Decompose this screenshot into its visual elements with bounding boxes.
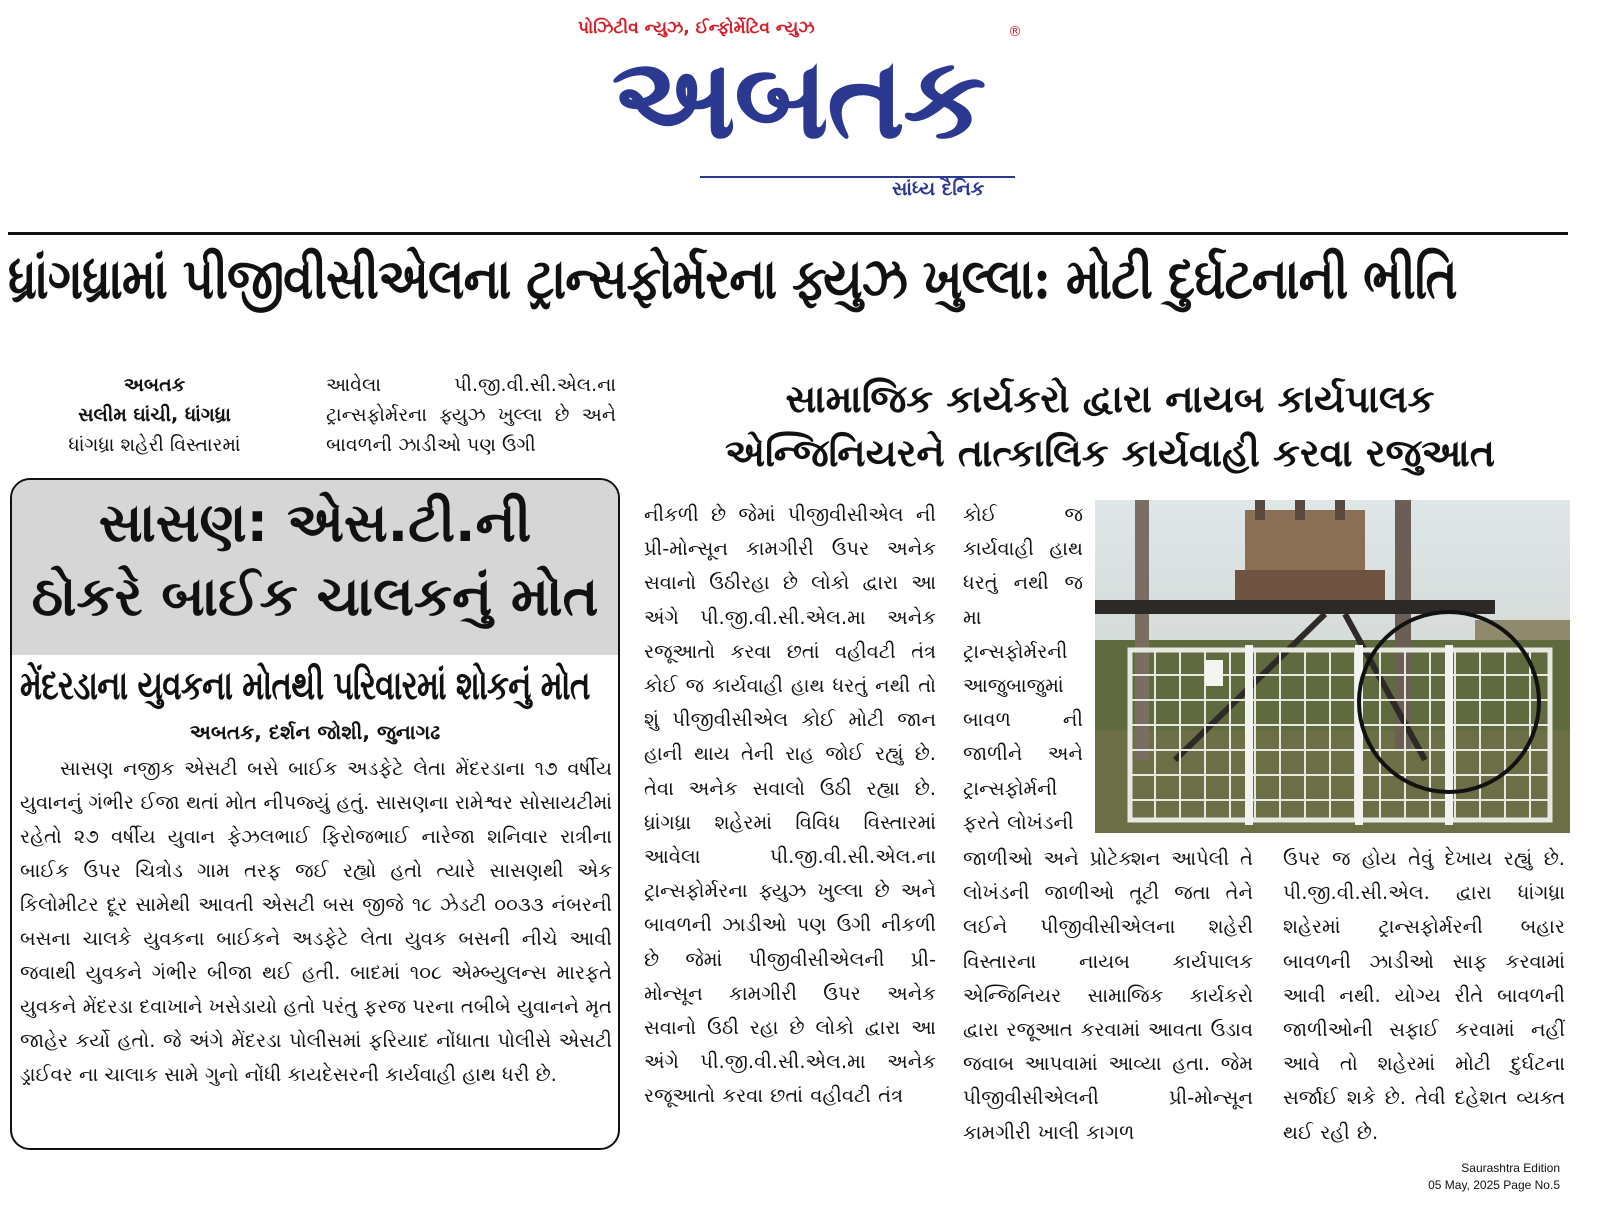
sub-headline-line-2: એન્જિનિયરને તાત્કાલિક કાર્યવાહી કરવા રજુઆત (725, 431, 1495, 475)
registered-mark: ® (1008, 24, 1022, 40)
page-rule (8, 232, 1568, 235)
sasan-story-subtitle: મેંદરડાના યુવકના મોતથી પરિવારમાં શોકનું મોત (20, 662, 590, 709)
masthead-tagline: પોઝિટીવ ન્યુઝ, ઈન્ફોર્મેટિવ ન્યુઝ (578, 18, 815, 38)
credit-reporter: સલીમ ઘાંચી, ધાંગધ્રા (78, 404, 231, 426)
sasan-title-line-1: સાસણ: એસ.ટી.ની (98, 491, 532, 554)
sasan-story-body: સાસણ નજીક એસટી બસે બાઈક અડફેટે લેતા મેંદરડાના ૧૭ વર્ષીય યુવાનનું ગંભીર ઈજા થતાં મોત નીપજ્યું હતું. સાસણના રામેશ્વર સોસાયટીમાં રહેતો ૨૭ વર્ષીય યુવાન ફેઝલભાઈ ફિરોજભાઈ નારેજા શનિવાર રાત્રીના બાઈક ઉપર ચિત્રોડ ગામ તરફ જઈ રહ્યો હતો ત્યારે સાસણથી એક કિલોમીટર દૂર સામેથી આવતી એસટી બસ જીજે ૧૮ ઝેડટી ૦૦૩૩ નંબરની બસના ચાલકે યુવકના બાઈકને અડફેટે લેતા યુવક બસની નીચે આવી જવાથી યુવકને ગંભીર બીજા થઈ હતી. બાદમાં ૧૦૮ એમ્બ્યુલન્સ મારફતે યુવકને મેંદરડા દવાખાને ખસેડાયો હતો પરંતુ ફરજ પરના તબીબે યુવાનને મૃત જાહેર કર્યો હતો. જે અંગે મેંદરડા પોલીસમાં ફરિયાદ નોંધાતા પોલીસે એસટી ડ્રાઈવર ના ચાલાક સામે ગુનો નોંધી કાયદેસરની કાર્યવાહી હાથ ધરી છે. (20, 757, 612, 1086)
sasan-title-line-2: ઠોકરે બાઈક ચાલકનું મોત (31, 565, 599, 628)
footer-edition: Saurashtra Edition (1461, 1161, 1560, 1175)
edition-type: સાંધ્ય દૈનિક (892, 178, 985, 200)
article-column-2: જાળીઓ અને પ્રોટેક્શન આપેલી તે લોખંડની જાળીઓ તૂટી જતા તેને લઈને પીજીવીસીએલના શહેરી વિસ્તારના નાયબ કાર્યપાલક એન્જિનિયર સામાજિક કાર્યકરો દ્વારા રજૂઆત કરવામાં આવતા ઉડાવ જવાબ આપવામાં આવ્યા હતા. જેમ પીજીવીસીએલની પ્રી-મોન્સૂન કામગીરી ખાલી કાગળ (963, 847, 1253, 1144)
article-column-3: ઉપર જ હોય તેવું દેખાય રહ્યું છે. પી.જી.વી.સી.એલ. દ્વારા ધાંગધ્રા શહેરમાં ટ્રાન્સફોર્મરની બહાર બાવળની ઝાડીઓ સાફ કરવામાં આવી નથી. યોગ્ય રીતે બાવળની જાળીઓની સફાઈ કરવામાં નહીં આવે તો શહેરમાં મોટી દુર્ઘટના સર્જાઈ શકે છે. તેવી દહેશત વ્યક્ત થઈ રહી છે. (1283, 847, 1565, 1144)
sub-headline-line-1: સામાજિક કાર્યકરો દ્વારા નાયબ કાર્યપાલક (785, 377, 1435, 421)
credit-location-text: ધાંગધ્રા શહેરી વિસ્તારમાં (68, 434, 241, 456)
footer-date-page: 05 May, 2025 Page No.5 (1428, 1178, 1560, 1192)
article-column-2-top: કોઈ જ કાર્યવાહી હાથ ધરતું નથી જ મા ટ્રાન્સફોર્મરની આજુબાજુમાં બાવળ ની જાળીને અને ટ્રાન્સફોર્મની ફરતે લોખંડની (963, 503, 1083, 834)
sasan-story-credit: અબતક, દર્શન જોશી, જુનાગઢ (189, 720, 441, 744)
page-footer (1390, 1160, 1560, 1194)
transformer-photo-image (1095, 500, 1570, 833)
newspaper-logo (578, 32, 1018, 170)
transformer-photo (1095, 500, 1570, 833)
credit-paper: અબતક (123, 374, 186, 396)
logo-text: અબતક (611, 32, 985, 164)
sub-headline (640, 372, 1580, 480)
article-credit (12, 370, 297, 460)
article-column-1: નીકળી છે જેમાં પીજીવીસીએલ ની પ્રી-મોન્સૂન કામગીરી ઉપર અનેક સવાનો ઉઠીરહા છે લોકો દ્વારા આ અંગે પી.જી.વી.સી.એલ.મા અનેક રજૂઆતો કરવા છતાં વહીવટી તંત્ર કોઈ જ કાર્યવાહી હાથ ધરતું નથી તો શું પીજીવીસીએલ કોઈ મોટી જાન હાની થાય તેની રાહ જોઈ રહ્યું છે. તેવા અનેક સવાલો ઉઠી રહ્યા છે. ધ્રાંગધ્રા શહેરમાં વિવિધ વિસ્તારમાં આવેલા પી.જી.વી.સી.એલ.ના ટ્રાન્સફોર્મરના ફ્યુઝ ખુલ્લા છે અને બાવળની ઝાડીઓ પણ ઉગી નીકળી છે જેમાં પીજીવીસીએલની પ્રી-મોન્સૂન કામગીરી ઉપર અનેક સવાનો ઉઠી રહા છે લોકો દ્વારા આ અંગે પી.જી.વી.સી.એલ.મા અનેક રજૂઆતો કરવા છતાં વહીવટી તંત્ર (644, 503, 936, 1108)
sasan-story-title (12, 480, 618, 655)
sasan-story-box (10, 478, 620, 1150)
main-headline: ધ્રાંગધ્રામાં પીજીવીસીએલના ટ્રાન્સફોર્મરના ફ્યુઝ ખુલ્લા: મોટી દુર્ઘટનાની ભીતિ (8, 246, 1457, 312)
article-intro: આવેલા પી.જી.વી.સી.એલ.ના ટ્રાન્સફોર્મરના ફ્યુઝ ખુલ્લા છે અને બાવળની ઝાડીઓ પણ ઉગી (326, 374, 616, 456)
